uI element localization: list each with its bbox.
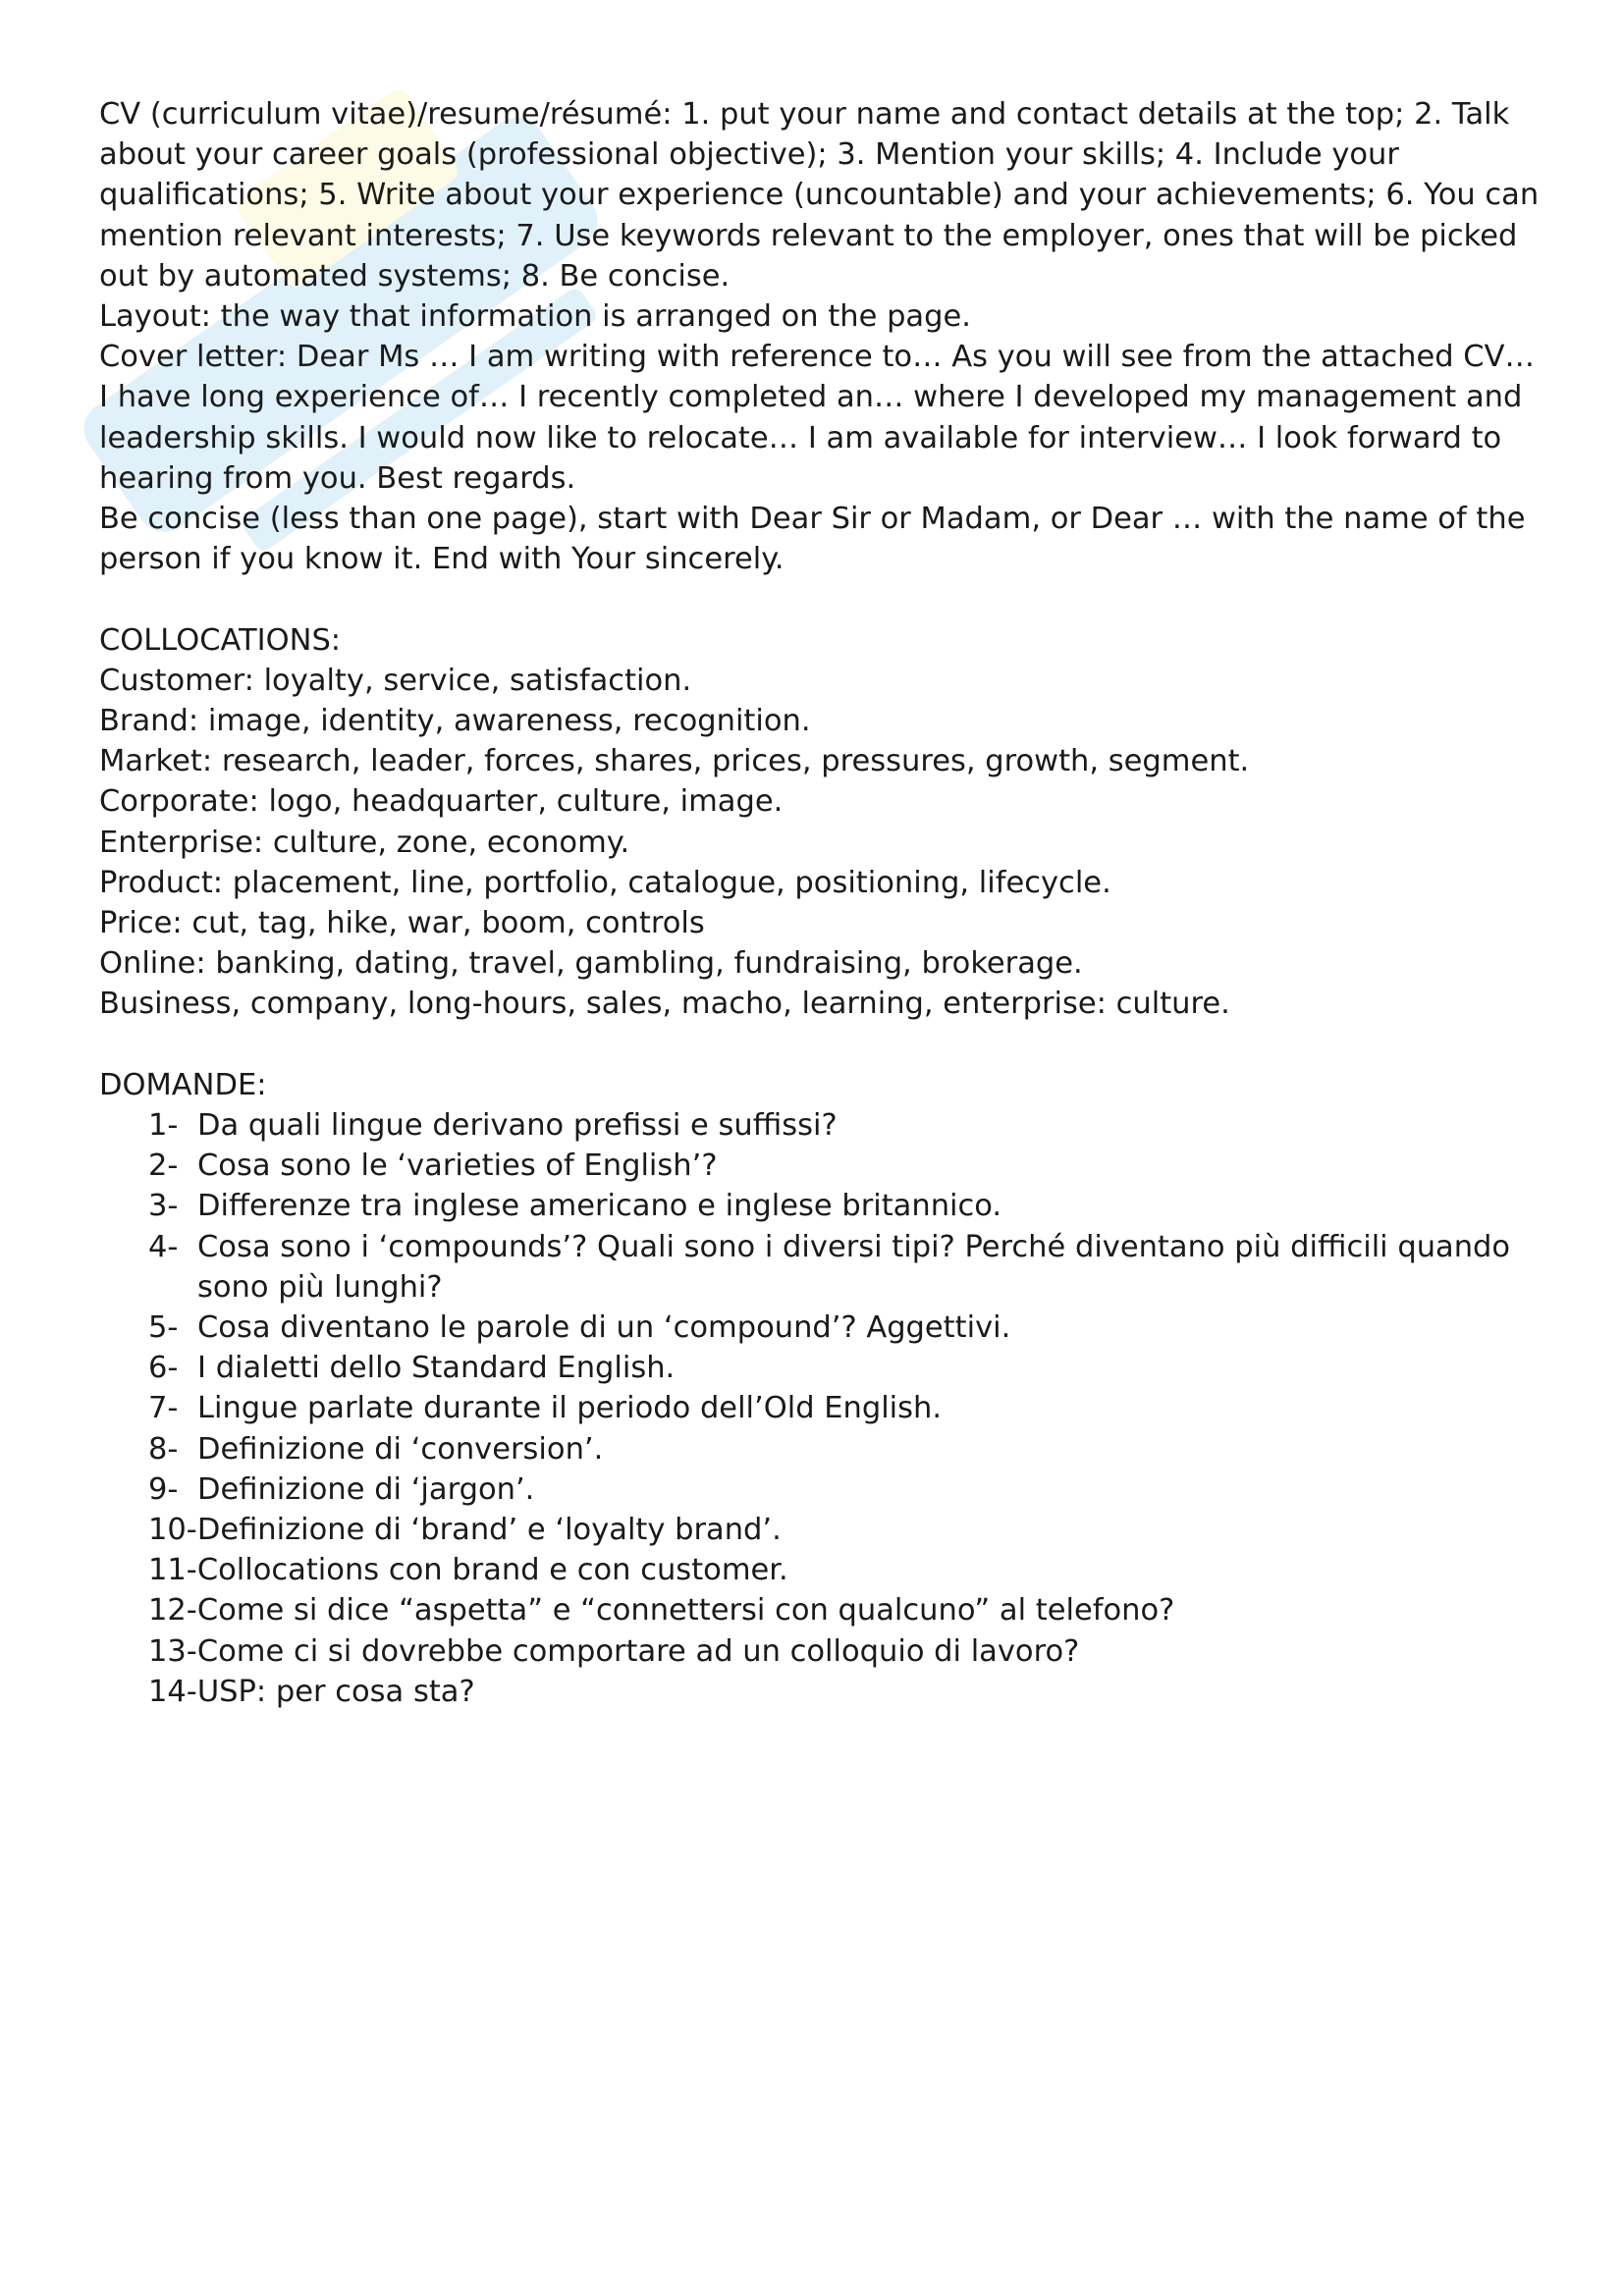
list-number: 9-	[148, 1471, 179, 1507]
list-item	[99, 1348, 1542, 1388]
cover-letter-paragraph: Cover letter: Dear Ms … I am writing with reference to… As you will see from the attached CV… I have long experience of… I recently completed an… where I developed my management and leadership skills. I would now like to relocate… I am available for interview… I look forward to hearing from you. Best regards.	[99, 340, 1535, 496]
list-item	[99, 1631, 1542, 1672]
be-concise-paragraph: Be concise (less than one page), start with Dear Sir or Madam, or Dear … with the name of the person if you know it. End with Your sincerely.	[99, 502, 1526, 577]
list-number: 12-	[148, 1593, 197, 1629]
list-number: 13-	[148, 1633, 197, 1669]
questions-list	[99, 1105, 1542, 1712]
list-text: USP: per cosa sta?	[196, 1674, 475, 1709]
list-text: Definizione di ‘brand’ e ‘loyalty brand’.	[196, 1513, 782, 1548]
list-text: Lingue parlate durante il periodo dell’Old English.	[197, 1391, 943, 1426]
list-item	[99, 1550, 1542, 1590]
list-text: Da quali lingue derivano prefissi e suffissi?	[197, 1108, 838, 1144]
list-text: I dialetti dello Standard English.	[197, 1351, 676, 1386]
collocation-line-corporate: Corporate: logo, headquarter, culture, image.	[99, 784, 784, 820]
list-item	[99, 1510, 1542, 1550]
list-text: Cosa sono le ‘varieties of English’?	[197, 1148, 718, 1184]
list-number: 5-	[148, 1310, 179, 1346]
collocation-line-online: Online: banking, dating, travel, gambling, fundraising, brokerage.	[99, 946, 1083, 982]
list-item	[99, 1227, 1542, 1308]
list-number: 2-	[148, 1148, 179, 1184]
collocation-line-business: Business, company, long-hours, sales, macho, learning, enterprise: culture.	[99, 987, 1230, 1022]
list-item	[99, 1388, 1542, 1428]
list-item	[99, 1469, 1542, 1510]
cv-paragraph: CV (curriculum vitae)/resume/résumé: 1. put your name and contact details at the top; 2. Talk about your career goals (professional objective); 3. Mention your skills; 4. Include your qualifications; 5. Write about your experience (uncountable) and your achievements; 6. You can mention relevant interests; 7. Use keywords relevant to the employer, ones that will be picked out by automated systems; 8. Be concise.	[99, 97, 1540, 294]
list-item	[99, 1429, 1542, 1469]
list-number: 14-	[148, 1674, 197, 1709]
list-item	[99, 1105, 1542, 1146]
collocation-line-brand: Brand: image, identity, awareness, recognition.	[99, 704, 811, 739]
collocation-line-enterprise: Enterprise: culture, zone, economy.	[99, 825, 630, 860]
list-text: Cosa diventano le parole di un ‘compound’? Aggettivi.	[197, 1310, 1011, 1346]
list-number: 11-	[148, 1553, 197, 1588]
list-text: Come ci si dovrebbe comportare ad un colloquio di lavoro?	[196, 1633, 1080, 1669]
list-item	[99, 1590, 1542, 1630]
list-text: Differenze tra inglese americano e inglese britannico.	[197, 1189, 1002, 1224]
list-number: 8-	[148, 1431, 179, 1467]
list-number: 6-	[148, 1351, 179, 1386]
document-page	[99, 94, 1542, 1712]
list-number: 7-	[148, 1391, 179, 1426]
list-number: 1-	[148, 1108, 179, 1144]
spacer	[99, 1025, 1542, 1065]
collocation-line-price: Price: cut, tag, hike, war, boom, controls	[99, 906, 705, 941]
list-number: 3-	[148, 1189, 179, 1224]
list-item	[99, 1146, 1542, 1186]
list-item	[99, 1186, 1542, 1226]
list-number: 10-	[148, 1513, 197, 1548]
spacer	[99, 579, 1542, 619]
list-item	[99, 1672, 1542, 1712]
list-text: Collocations con brand e con customer.	[196, 1553, 788, 1588]
layout-paragraph: Layout: the way that information is arranged on the page.	[99, 299, 971, 335]
list-text: Definizione di ‘conversion’.	[197, 1431, 604, 1467]
domande-heading: DOMANDE:	[99, 1067, 267, 1102]
list-number: 4-	[148, 1229, 179, 1264]
list-text: Come si dice “aspetta” e “connettersi con qualcuno” al telefono?	[196, 1593, 1175, 1629]
collocation-line-market: Market: research, leader, forces, shares, prices, pressures, growth, segment.	[99, 744, 1250, 779]
collocations-heading: COLLOCATIONS:	[99, 622, 342, 658]
collocation-line-customer: Customer: loyalty, service, satisfaction.	[99, 663, 692, 698]
list-text: Cosa sono i ‘compounds’? Quali sono i diversi tipi? Perché diventano più difficili quando sono più lunghi?	[197, 1229, 1511, 1305]
list-text: Definizione di ‘jargon’.	[197, 1471, 535, 1507]
collocation-line-product: Product: placement, line, portfolio, catalogue, positioning, lifecycle.	[99, 865, 1111, 900]
list-item	[99, 1308, 1542, 1348]
